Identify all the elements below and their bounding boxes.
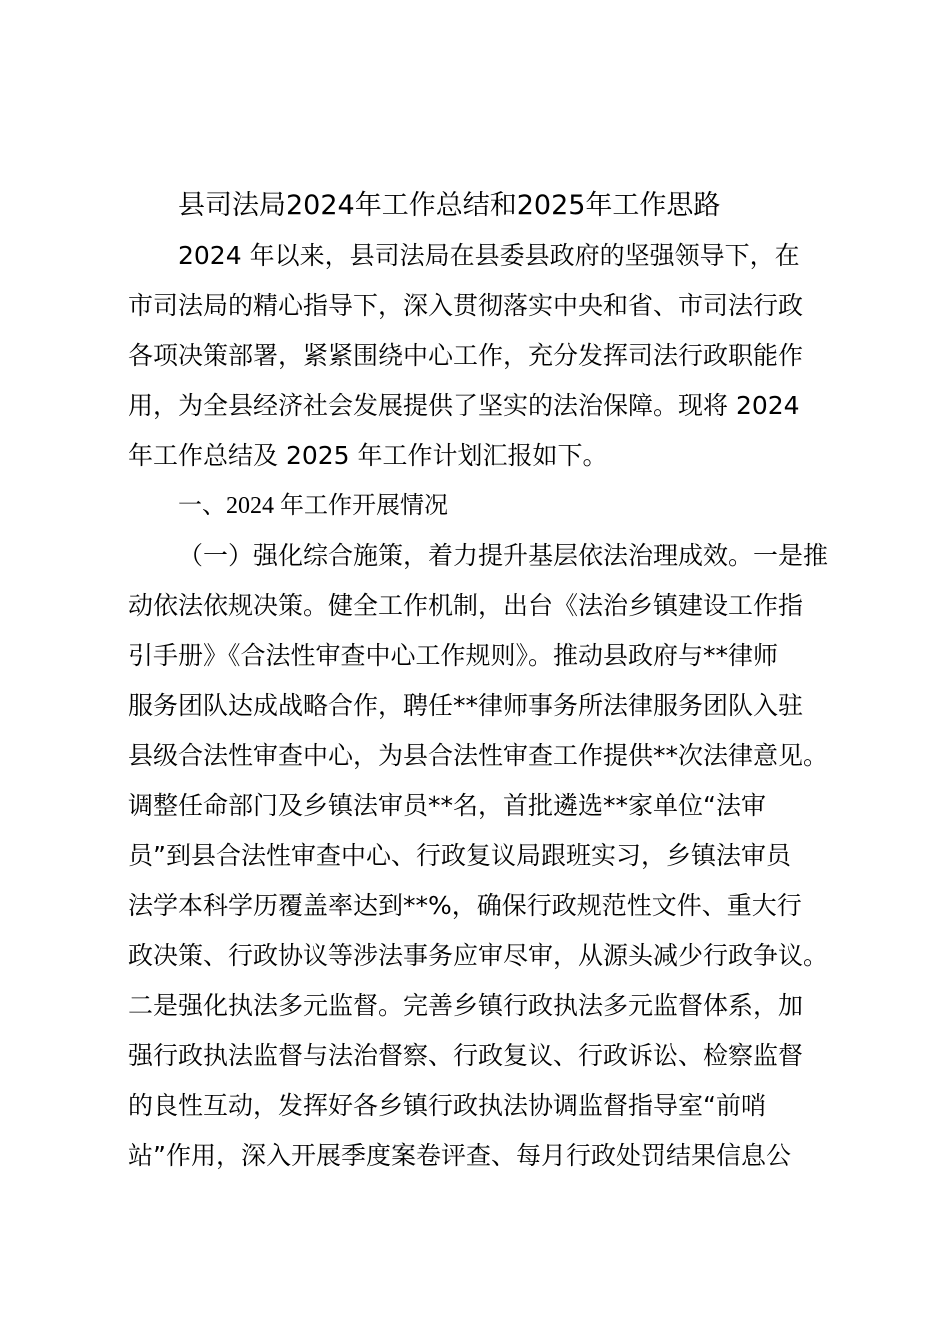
body-line-4: 服务团队达成战略合作，聘任**律师事务所法律服务团队入驻 (128, 691, 804, 720)
intro-line-3: 各项决策部署，紧紧围绕中心工作，充分发挥司法行政职能作 (128, 341, 804, 370)
body-line-6: 调整任命部门及乡镇法审员**名，首批遴选**家单位“法审 (128, 791, 766, 820)
intro-line-1: 2024 年以来，县司法局在县委县政府的坚强领导下，在 (178, 241, 800, 270)
intro-line-5: 年工作总结及 2025 年工作计划汇报如下。 (128, 441, 608, 470)
body-line-13: 站”作用，深入开展季度案卷评查、每月行政处罚结果信息公 (128, 1141, 791, 1170)
body-line-11: 强行政执法监督与法治督察、行政复议、行政诉讼、检察监督 (128, 1041, 804, 1070)
body-line-2: 动依法依规决策。健全工作机制，出台《法治乡镇建设工作指 (128, 591, 804, 620)
body-line-9: 政决策、行政协议等涉法事务应审尽审，从源头减少行政争议。 (128, 941, 829, 970)
body-line-10: 二是强化执法多元监督。完善乡镇行政执法多元监督体系，加 (128, 991, 804, 1020)
body-line-7: 员”到县合法性审查中心、行政复议局跟班实习，乡镇法审员 (128, 841, 791, 870)
body-line-12: 的良性互动，发挥好各乡镇行政执法协调监督指导室“前哨 (128, 1091, 766, 1120)
body-line-3: 引手册》《合法性审查中心工作规则》。推动县政府与**律师 (128, 641, 779, 670)
body-line-8: 法学本科学历覆盖率达到**%，确保行政规范性文件、重大行 (128, 891, 802, 920)
document-title: 县司法局2024年工作总结和2025年工作思路 (178, 190, 721, 221)
intro-line-2: 市司法局的精心指导下，深入贯彻落实中央和省、市司法行政 (128, 291, 804, 320)
intro-line-4: 用，为全县经济社会发展提供了坚实的法治保障。现将 2024 (128, 391, 800, 420)
section-heading: 一、2024 年工作开展情况 (178, 493, 448, 519)
body-line-1: （一）强化综合施策，着力提升基层依法治理成效。一是推 (178, 541, 829, 570)
body-line-5: 县级合法性审查中心，为县合法性审查工作提供**次法律意见。 (128, 741, 829, 770)
